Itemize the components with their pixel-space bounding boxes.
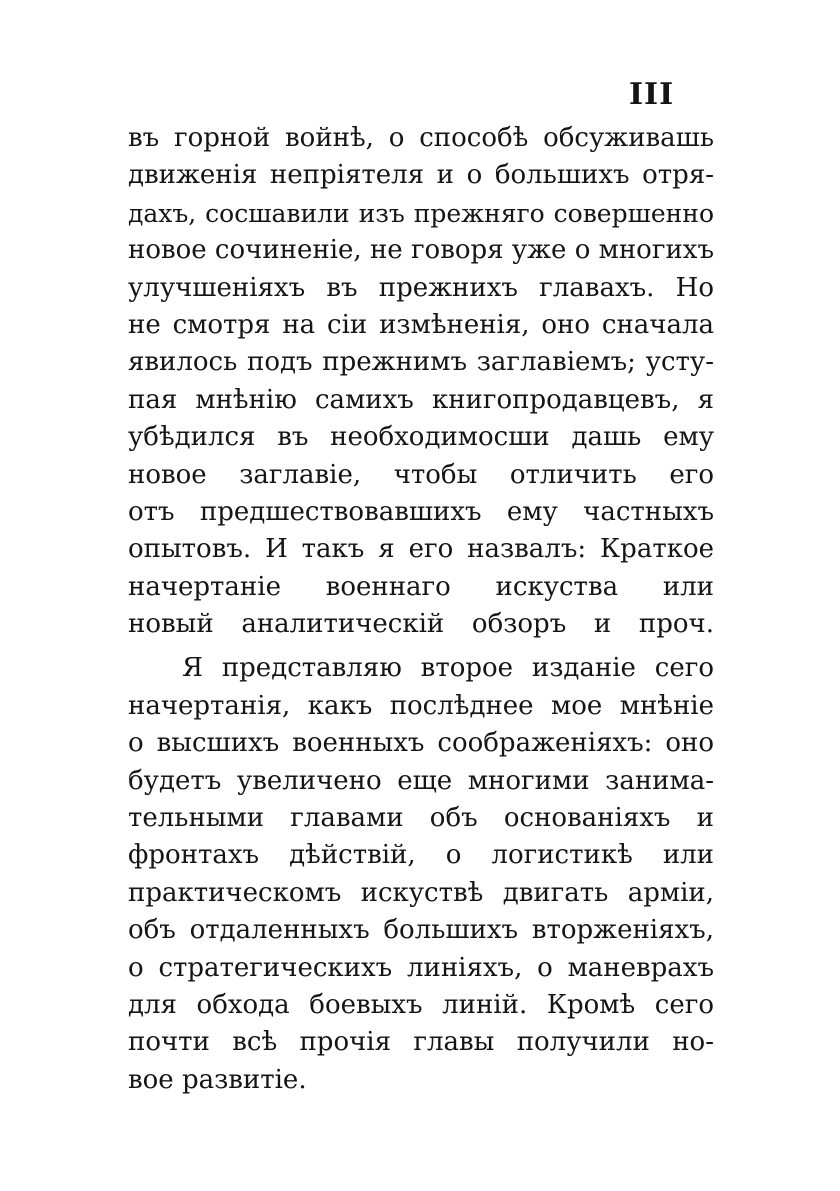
text-line: явилось подъ прежнимъ заглавіемъ; усту- <box>128 347 714 378</box>
text-line: въ горной войнѣ, о способѣ обсуживашь <box>128 123 714 153</box>
body-text <box>128 120 714 1099</box>
text-line: начертаніе военнаго искуства или <box>128 571 714 602</box>
text-line: новое заглавіе, чтобы отличить его <box>128 459 714 490</box>
text-line: отъ предшествовавшихъ ему частныхъ <box>128 496 714 527</box>
text-line: вое развитіе. <box>128 1064 307 1095</box>
text-line: пая мнѣнію самихъ книгопродавцевъ, я <box>128 384 714 415</box>
text-line: фронтахъ дѣйствій, о логистикѣ или <box>128 840 714 871</box>
text-line: о стратегическихъ линіяхъ, о маневрахъ <box>128 952 714 983</box>
paragraph-1 <box>128 120 714 643</box>
text-line: для обхода боевыхъ линій. Кромѣ сего <box>128 989 714 1020</box>
paragraph-2 <box>128 650 714 1099</box>
text-line: не смотря на сіи измѣненія, оно сначала <box>128 309 714 340</box>
text-line: будетъ увеличено еще многими занима- <box>128 765 714 796</box>
text-line: новый аналитическій обзоръ и проч. <box>128 609 714 640</box>
text-line: опытовъ. И такъ я его назвалъ: Краткое <box>128 534 714 565</box>
text-line: движенія непріятеля и о большихъ отря- <box>128 160 714 191</box>
text-line: практическомъ искуствѣ двигать арміи, <box>128 877 714 908</box>
page-number: III <box>629 77 675 112</box>
text-line: убѣдился въ необходимосши дашь ему <box>128 422 714 453</box>
text-line: тельными главами объ основаніяхъ и <box>128 803 714 834</box>
text-line: начертанія, какъ послѣднее мое мнѣніе <box>128 690 714 721</box>
text-line: дахъ, сосшавили изъ прежняго совершенно <box>128 198 714 228</box>
text-line: новое сочиненіе, не говоря уже о многихъ <box>128 235 714 266</box>
text-line: почти всѣ прочія главы получили но- <box>128 1027 714 1058</box>
text-line: объ отдаленныхъ большихъ вторженіяхъ, <box>128 915 714 946</box>
text-line: о высшихъ военныхъ соображеніяхъ: оно <box>128 728 714 759</box>
text-line: улучшеніяхъ въ прежнихъ главахъ. Но <box>128 272 714 303</box>
text-line: Я представляю второе изданіе сего <box>182 653 714 684</box>
